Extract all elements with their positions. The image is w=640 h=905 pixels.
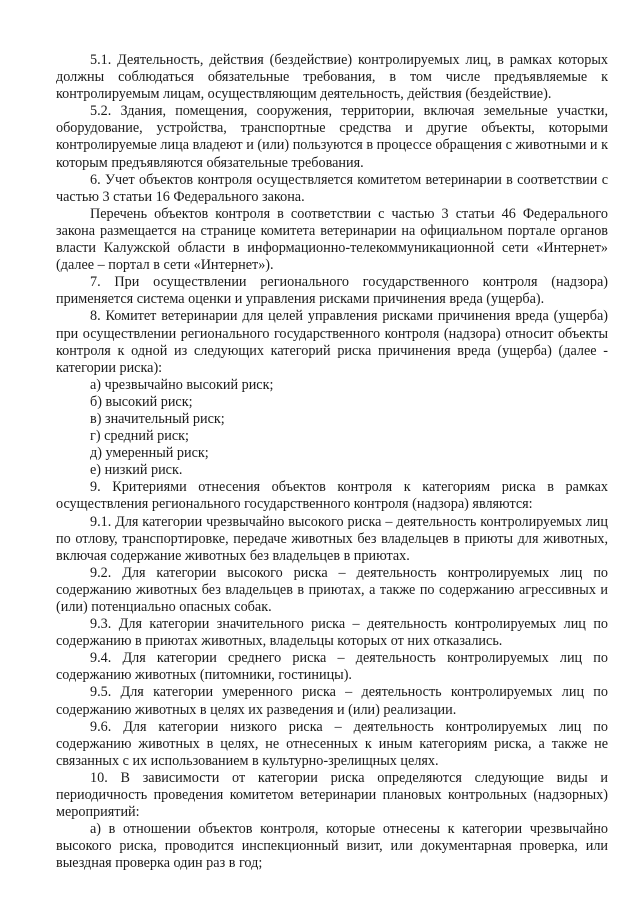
risk-category-item: а) чрезвычайно высокий риск; [90, 376, 274, 393]
paragraph-9-1: 9.1. Для категории чрезвычайно высокого риска – деятельность контролируемых лиц по отлову, транспортировке, передаче животных без владельцев в приюты для животных, включая содержание животных без владельцев в приютах. [56, 513, 608, 564]
paragraph-5-2: 5.2. Здания, помещения, сооружения, территории, включая земельные участки, оборудование, устройства, транспортные средства и другие объекты, которыми контролируемые лица владеют и (или) пользуются в процессе обращения с животными и к которым предъявляются обязательные требования. [56, 103, 608, 171]
risk-category-item: е) низкий риск. [90, 462, 183, 479]
risk-category-item: г) средний риск; [90, 428, 189, 445]
paragraph-9-4: 9.4. Для категории среднего риска – деятельность контролируемых лиц по содержанию животных (питомники, гостиницы). [56, 650, 608, 684]
paragraph-7: 7. При осуществлении регионального государственного контроля (надзора) применяется система оценки и управления рисками причинения вреда (ущерба). [56, 274, 608, 308]
paragraph-8: 8. Комитет ветеринарии для целей управления рисками причинения вреда (ущерба) при осуществлении регионального государственного контроля (надзора) относит объекты контроля к одной из следующих категорий риска причинения вреда (ущерба) (далее - категории риска): [56, 308, 608, 376]
paragraph-9: 9. Критериями отнесения объектов контроля к категориям риска в рамках осуществления регионального государственного контроля (надзора) являются: [56, 479, 608, 513]
paragraph-6: 6. Учет объектов контроля осуществляется комитетом ветеринарии в соответствии с частью 3 статьи 16 Федерального закона. [56, 171, 608, 205]
paragraph-9-6: 9.6. Для категории низкого риска – деятельность контролируемых лиц по содержанию животных в целях, не отнесенных к иным категориям риска, а также не связанных с их использованием в культурно-зрелищных целях. [56, 718, 608, 769]
paragraph-9-2: 9.2. Для категории высокого риска – деятельность контролируемых лиц по содержанию животных без владельцев в приютах, а также по содержанию агрессивных и (или) потенциально опасных собак. [56, 564, 608, 615]
paragraph-10: 10. В зависимости от категории риска определяются следующие виды и периодичность проведения комитетом ветеринарии плановых контрольных (надзорных) мероприятий: [56, 769, 608, 821]
paragraph-5-1: 5.1. Деятельность, действия (бездействие) контролируемых лиц, в рамках которых должны соблюдаться обязательные требования, в том числе предъявляемые к контролируемым лицам, осуществляющим деятельность, действия (бездействие). [56, 52, 608, 103]
risk-category-item: д) умеренный риск; [90, 445, 209, 462]
paragraph-9-5: 9.5. Для категории умеренного риска – деятельность контролируемых лиц по содержанию животных в целях их разведения и (или) реализации. [56, 684, 608, 718]
risk-category-item: в) значительный риск; [90, 410, 225, 427]
paragraph-9-3: 9.3. Для категории значительного риска – деятельность контролируемых лиц по содержанию в приютах животных, владельцы которых от них отказались. [56, 616, 608, 650]
risk-category-item: б) высокий риск; [90, 393, 193, 410]
paragraph-6-list: Перечень объектов контроля в соответствии с частью 3 статьи 46 Федерального закона размещается на странице комитета ветеринарии на официальном портале органов власти Калужской области в информационно-телекоммуникационной сети «Интернет» (далее – портал в сети «Интернет»). [56, 205, 608, 274]
paragraph-10-a: а) в отношении объектов контроля, которые отнесены к категории чрезвычайно высокого риска, проводится инспекционный визит, или документарная проверка, или выездная проверка один раз в год; [56, 821, 608, 872]
document-page [56, 52, 608, 873]
